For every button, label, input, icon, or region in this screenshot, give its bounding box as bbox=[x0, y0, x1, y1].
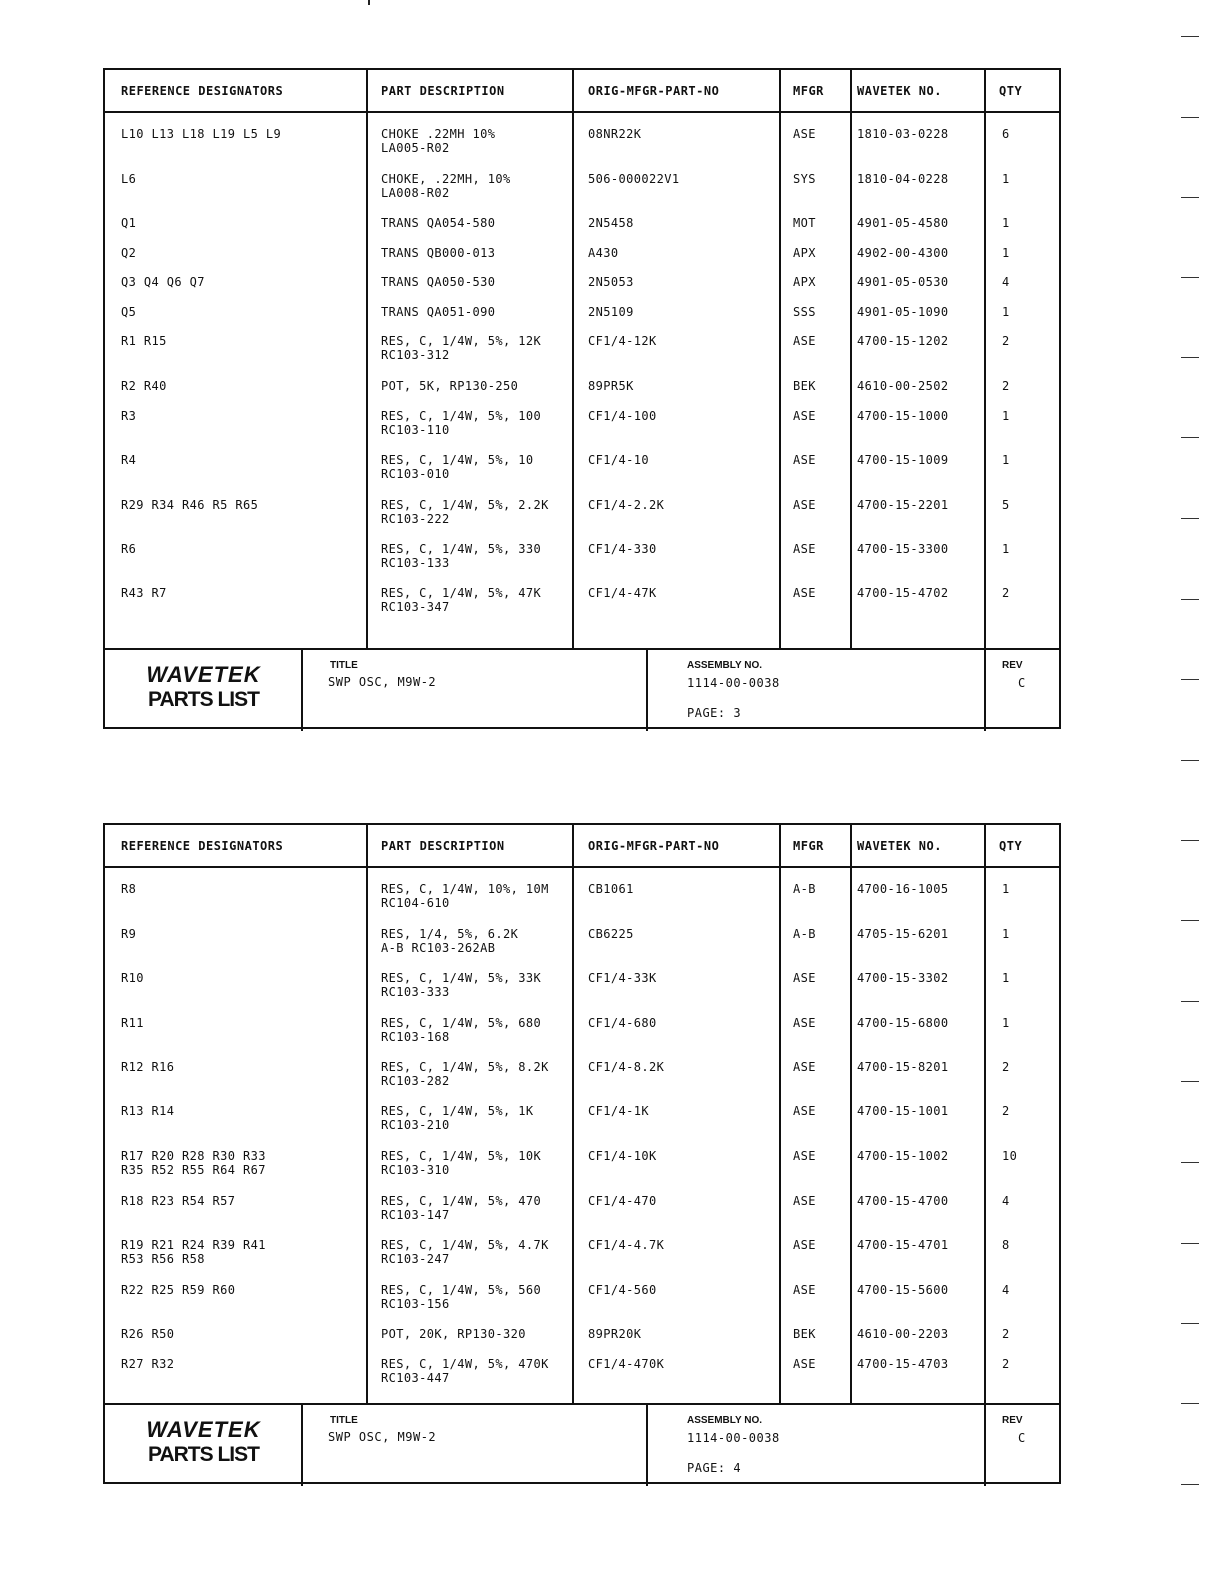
reference-designators-line: R22 R25 R59 R60 bbox=[121, 1283, 236, 1297]
rev-label: REV bbox=[1002, 660, 1023, 671]
reference-designators-line: R29 R34 R46 R5 R65 bbox=[121, 498, 259, 512]
part-description-line: RES, C, 1/4W, 5%, 1K bbox=[381, 1104, 534, 1118]
title-block-divider bbox=[301, 650, 303, 731]
reference-designators-line: Q5 bbox=[121, 305, 137, 319]
reference-designators-line: Q2 bbox=[121, 246, 137, 260]
part-description-cell bbox=[381, 409, 541, 437]
part-description-line: RES, C, 1/4W, 5%, 560 bbox=[381, 1283, 542, 1297]
reference-designators-cell bbox=[121, 275, 205, 289]
reference-designators-line: R3 bbox=[121, 409, 137, 423]
wavetek-no-cell: 4901-05-0530 bbox=[857, 275, 949, 289]
mfgr-cell: ASE bbox=[793, 1104, 816, 1118]
page-number: PAGE: 3 bbox=[687, 706, 742, 720]
part-description-cell bbox=[381, 1060, 549, 1088]
reference-designators-line: R4 bbox=[121, 453, 137, 467]
wavetek-no-cell: 4700-15-4700 bbox=[857, 1194, 949, 1208]
reference-designators-cell bbox=[121, 127, 281, 141]
qty-cell: 2 bbox=[1002, 586, 1010, 600]
qty-cell: 2 bbox=[1002, 1327, 1010, 1341]
logo-brand: WAVETEK bbox=[146, 662, 261, 687]
part-description-line: POT, 5K, RP130-250 bbox=[381, 379, 519, 393]
logo-subtitle: PARTS LIST bbox=[148, 688, 259, 711]
part-description-line: CHOKE, .22MH, 10% bbox=[381, 172, 511, 186]
qty-cell: 1 bbox=[1002, 409, 1010, 423]
mfgr-cell: A-B bbox=[793, 927, 816, 941]
reference-designators-cell bbox=[121, 1327, 174, 1341]
reference-designators-cell bbox=[121, 1104, 174, 1118]
part-description-line: RES, C, 1/4W, 5%, 10K bbox=[381, 1149, 542, 1163]
edge-tick-mark bbox=[1181, 1081, 1199, 1082]
assembly-number: 1114-00-0038 bbox=[687, 676, 780, 690]
reference-designators-cell bbox=[121, 409, 136, 423]
wavetek-no-cell: 4700-15-4703 bbox=[857, 1357, 949, 1371]
part-description-line: RES, 1/4, 5%, 6.2K bbox=[381, 927, 519, 941]
mfgr-cell: ASE bbox=[793, 1016, 816, 1030]
reference-designators-line: R11 bbox=[121, 1016, 144, 1030]
reference-designators-line: R53 R56 R58 bbox=[121, 1252, 205, 1266]
qty-cell: 1 bbox=[1002, 1016, 1010, 1030]
reference-designators-line: R13 R14 bbox=[121, 1104, 175, 1118]
reference-designators-cell bbox=[121, 379, 167, 393]
reference-designators-cell bbox=[121, 172, 136, 186]
reference-designators-line: R1 R15 bbox=[121, 334, 167, 348]
logo-brand: WAVETEK bbox=[146, 1417, 261, 1442]
edge-tick-mark bbox=[1181, 117, 1199, 118]
qty-cell: 8 bbox=[1002, 1238, 1010, 1252]
reference-designators-line: R18 R23 R54 R57 bbox=[121, 1194, 236, 1208]
wavetek-no-cell: 4700-15-1002 bbox=[857, 1149, 949, 1163]
qty-cell: 10 bbox=[1002, 1149, 1018, 1163]
reference-designators-cell bbox=[121, 1149, 266, 1177]
mfgr-cell: ASE bbox=[793, 1060, 816, 1074]
orig-mfgr-part-no-cell: 89PR5K bbox=[588, 379, 634, 393]
part-description-line: RC103-133 bbox=[381, 556, 450, 570]
orig-mfgr-part-no-cell: CF1/4-1K bbox=[588, 1104, 649, 1118]
header-qty: QTY bbox=[999, 84, 1023, 98]
assembly-number: 1114-00-0038 bbox=[687, 1431, 780, 1445]
part-description-cell bbox=[381, 1357, 549, 1385]
part-description-line: RES, C, 1/4W, 5%, 2.2K bbox=[381, 498, 549, 512]
qty-cell: 1 bbox=[1002, 453, 1010, 467]
orig-mfgr-part-no-cell: 08NR22K bbox=[588, 127, 642, 141]
title-block bbox=[105, 648, 1059, 731]
mfgr-cell: ASE bbox=[793, 1194, 816, 1208]
edge-tick-mark bbox=[1181, 1243, 1199, 1244]
mfgr-cell: SSS bbox=[793, 305, 816, 319]
part-description-cell bbox=[381, 1016, 541, 1044]
column-divider bbox=[984, 825, 987, 1405]
mfgr-cell: ASE bbox=[793, 1238, 816, 1252]
column-header-row bbox=[105, 70, 1059, 113]
title-block-divider bbox=[984, 1405, 986, 1486]
part-description-cell bbox=[381, 1283, 541, 1311]
parts-list-sheet-page-3 bbox=[103, 68, 1061, 729]
orig-mfgr-part-no-cell: CF1/4-47K bbox=[588, 586, 657, 600]
part-description-line: TRANS QA050-530 bbox=[381, 275, 496, 289]
wavetek-no-cell: 4700-15-1202 bbox=[857, 334, 949, 348]
mfgr-cell: ASE bbox=[793, 1283, 816, 1297]
orig-mfgr-part-no-cell: 2N5109 bbox=[588, 305, 634, 319]
column-divider bbox=[366, 825, 369, 1405]
mfgr-cell: ASE bbox=[793, 453, 816, 467]
orig-mfgr-part-no-cell: CF1/4-100 bbox=[588, 409, 657, 423]
orig-mfgr-part-no-cell: CF1/4-8.2K bbox=[588, 1060, 665, 1074]
title-label: TITLE bbox=[330, 660, 358, 671]
title-block-divider bbox=[984, 650, 986, 731]
wavetek-no-cell: 4700-16-1005 bbox=[857, 882, 949, 896]
column-divider bbox=[366, 70, 369, 650]
wavetek-no-cell: 4700-15-6800 bbox=[857, 1016, 949, 1030]
reference-designators-cell bbox=[121, 1357, 174, 1371]
mfgr-cell: ASE bbox=[793, 971, 816, 985]
part-description-cell bbox=[381, 542, 541, 570]
part-description-cell bbox=[381, 334, 541, 362]
wavetek-no-cell: 4705-15-6201 bbox=[857, 927, 949, 941]
header-reference-designators: REFERENCE DESIGNATORS bbox=[121, 839, 284, 853]
header-part-description: PART DESCRIPTION bbox=[381, 839, 505, 853]
header-part-description: PART DESCRIPTION bbox=[381, 84, 505, 98]
part-description-line: RC103-447 bbox=[381, 1371, 450, 1385]
qty-cell: 2 bbox=[1002, 1104, 1010, 1118]
wavetek-no-cell: 4700-15-3302 bbox=[857, 971, 949, 985]
qty-cell: 2 bbox=[1002, 1357, 1010, 1371]
reference-designators-cell bbox=[121, 542, 136, 556]
reference-designators-line: R43 R7 bbox=[121, 586, 167, 600]
wavetek-logo bbox=[105, 1405, 302, 1486]
part-description-line: RC103-247 bbox=[381, 1252, 450, 1266]
reference-designators-line: Q1 bbox=[121, 216, 137, 230]
reference-designators-cell bbox=[121, 971, 144, 985]
column-divider bbox=[572, 825, 575, 1405]
qty-cell: 1 bbox=[1002, 882, 1010, 896]
reference-designators-line: R8 bbox=[121, 882, 137, 896]
part-description-line: RES, C, 1/4W, 5%, 47K bbox=[381, 586, 542, 600]
qty-cell: 2 bbox=[1002, 1060, 1010, 1074]
reference-designators-line: R19 R21 R24 R39 R41 bbox=[121, 1238, 266, 1252]
orig-mfgr-part-no-cell: 506-000022V1 bbox=[588, 172, 680, 186]
part-description-line: RES, C, 1/4W, 10%, 10M bbox=[381, 882, 549, 896]
assembly-label: ASSEMBLY NO. bbox=[687, 660, 763, 671]
part-description-line: RES, C, 1/4W, 5%, 8.2K bbox=[381, 1060, 549, 1074]
page-number: PAGE: 4 bbox=[687, 1461, 742, 1475]
mfgr-cell: ASE bbox=[793, 127, 816, 141]
reference-designators-line: R2 R40 bbox=[121, 379, 167, 393]
part-description-line: RC103-168 bbox=[381, 1030, 450, 1044]
reference-designators-cell bbox=[121, 1194, 235, 1208]
header-qty: QTY bbox=[999, 839, 1023, 853]
part-description-line: RES, C, 1/4W, 5%, 4.7K bbox=[381, 1238, 549, 1252]
mfgr-cell: BEK bbox=[793, 379, 816, 393]
wavetek-no-cell: 4700-15-4702 bbox=[857, 586, 949, 600]
mfgr-cell: ASE bbox=[793, 1357, 816, 1371]
reference-designators-cell bbox=[121, 1016, 144, 1030]
mfgr-cell: ASE bbox=[793, 498, 816, 512]
wavetek-no-cell: 1810-03-0228 bbox=[857, 127, 949, 141]
wavetek-no-cell: 4700-15-2201 bbox=[857, 498, 949, 512]
title-block-divider bbox=[646, 1405, 648, 1486]
part-description-cell bbox=[381, 498, 549, 526]
title-block-divider bbox=[646, 650, 648, 731]
header-orig-mfgr-part-no: ORIG-MFGR-PART-NO bbox=[588, 839, 720, 853]
part-description-line: LA008-R02 bbox=[381, 186, 450, 200]
qty-cell: 1 bbox=[1002, 172, 1010, 186]
reference-designators-cell bbox=[121, 1283, 235, 1297]
orig-mfgr-part-no-cell: CF1/4-330 bbox=[588, 542, 657, 556]
part-description-line: RES, C, 1/4W, 5%, 680 bbox=[381, 1016, 542, 1030]
part-description-line: RC103-312 bbox=[381, 348, 450, 362]
header-mfgr: MFGR bbox=[793, 84, 824, 98]
wavetek-no-cell: 4902-00-4300 bbox=[857, 246, 949, 260]
title-label: TITLE bbox=[330, 1415, 358, 1426]
edge-tick-mark bbox=[1181, 197, 1199, 198]
rev-label: REV bbox=[1002, 1415, 1023, 1426]
part-description-cell bbox=[381, 882, 549, 910]
part-description-line: RES, C, 1/4W, 5%, 100 bbox=[381, 409, 542, 423]
orig-mfgr-part-no-cell: 2N5458 bbox=[588, 216, 634, 230]
part-description-cell bbox=[381, 127, 495, 155]
part-description-line: RES, C, 1/4W, 5%, 470 bbox=[381, 1194, 542, 1208]
qty-cell: 1 bbox=[1002, 216, 1010, 230]
orig-mfgr-part-no-cell: CB6225 bbox=[588, 927, 634, 941]
orig-mfgr-part-no-cell: CF1/4-12K bbox=[588, 334, 657, 348]
wavetek-no-cell: 4700-15-8201 bbox=[857, 1060, 949, 1074]
qty-cell: 1 bbox=[1002, 971, 1010, 985]
orig-mfgr-part-no-cell: CF1/4-560 bbox=[588, 1283, 657, 1297]
wavetek-no-cell: 4610-00-2502 bbox=[857, 379, 949, 393]
part-description-cell bbox=[381, 927, 518, 955]
part-description-cell bbox=[381, 275, 495, 289]
orig-mfgr-part-no-cell: 89PR20K bbox=[588, 1327, 642, 1341]
wavetek-no-cell: 4700-15-5600 bbox=[857, 1283, 949, 1297]
part-description-cell bbox=[381, 1327, 526, 1341]
part-description-line: POT, 20K, RP130-320 bbox=[381, 1327, 526, 1341]
column-header-row bbox=[105, 825, 1059, 868]
orig-mfgr-part-no-cell: CF1/4-4.7K bbox=[588, 1238, 665, 1252]
title-block bbox=[105, 1403, 1059, 1486]
mfgr-cell: ASE bbox=[793, 586, 816, 600]
scan-speck bbox=[368, 0, 370, 5]
column-divider bbox=[850, 825, 853, 1405]
edge-tick-mark bbox=[1181, 1323, 1199, 1324]
qty-cell: 4 bbox=[1002, 1283, 1010, 1297]
part-description-line: TRANS QA051-090 bbox=[381, 305, 496, 319]
reference-designators-cell bbox=[121, 246, 136, 260]
part-description-cell bbox=[381, 172, 511, 200]
reference-designators-line: R10 bbox=[121, 971, 144, 985]
column-divider bbox=[850, 70, 853, 650]
qty-cell: 2 bbox=[1002, 334, 1010, 348]
qty-cell: 1 bbox=[1002, 542, 1010, 556]
title-value: SWP OSC, M9W-2 bbox=[328, 1430, 437, 1444]
part-description-line: RC103-210 bbox=[381, 1118, 450, 1132]
part-description-line: RC103-282 bbox=[381, 1074, 450, 1088]
qty-cell: 1 bbox=[1002, 305, 1010, 319]
orig-mfgr-part-no-cell: A430 bbox=[588, 246, 619, 260]
mfgr-cell: MOT bbox=[793, 216, 816, 230]
part-description-line: RES, C, 1/4W, 5%, 33K bbox=[381, 971, 542, 985]
mfgr-cell: ASE bbox=[793, 1149, 816, 1163]
reference-designators-cell bbox=[121, 927, 136, 941]
reference-designators-line: R35 R52 R55 R64 R67 bbox=[121, 1163, 266, 1177]
reference-designators-cell bbox=[121, 1060, 174, 1074]
orig-mfgr-part-no-cell: CF1/4-470K bbox=[588, 1357, 665, 1371]
part-description-cell bbox=[381, 379, 518, 393]
part-description-line: RC103-010 bbox=[381, 467, 450, 481]
part-description-line: RES, C, 1/4W, 5%, 470K bbox=[381, 1357, 549, 1371]
wavetek-no-cell: 4700-15-4701 bbox=[857, 1238, 949, 1252]
assembly-label: ASSEMBLY NO. bbox=[687, 1415, 763, 1426]
column-divider bbox=[779, 825, 782, 1405]
wavetek-no-cell: 4700-15-1001 bbox=[857, 1104, 949, 1118]
reference-designators-cell bbox=[121, 305, 136, 319]
part-description-line: RES, C, 1/4W, 5%, 330 bbox=[381, 542, 542, 556]
part-description-line: TRANS QB000-013 bbox=[381, 246, 496, 260]
part-description-line: RC103-147 bbox=[381, 1208, 450, 1222]
part-description-line: RC103-333 bbox=[381, 985, 450, 999]
qty-cell: 2 bbox=[1002, 379, 1010, 393]
rev-value: C bbox=[1018, 676, 1026, 690]
qty-cell: 5 bbox=[1002, 498, 1010, 512]
edge-tick-mark bbox=[1181, 1001, 1199, 1002]
wavetek-no-cell: 1810-04-0228 bbox=[857, 172, 949, 186]
column-divider bbox=[779, 70, 782, 650]
reference-designators-cell bbox=[121, 882, 136, 896]
mfgr-cell: A-B bbox=[793, 882, 816, 896]
reference-designators-line: R26 R50 bbox=[121, 1327, 175, 1341]
part-description-line: RC103-156 bbox=[381, 1297, 450, 1311]
column-divider bbox=[572, 70, 575, 650]
orig-mfgr-part-no-cell: CB1061 bbox=[588, 882, 634, 896]
part-description-line: RC103-310 bbox=[381, 1163, 450, 1177]
part-description-line: RC103-347 bbox=[381, 600, 450, 614]
reference-designators-line: Q3 Q4 Q6 Q7 bbox=[121, 275, 205, 289]
reference-designators-line: R27 R32 bbox=[121, 1357, 175, 1371]
edge-tick-mark bbox=[1181, 277, 1199, 278]
edge-tick-mark bbox=[1181, 1403, 1199, 1404]
edge-tick-mark bbox=[1181, 518, 1199, 519]
orig-mfgr-part-no-cell: CF1/4-33K bbox=[588, 971, 657, 985]
reference-designators-line: R9 bbox=[121, 927, 137, 941]
edge-tick-mark bbox=[1181, 437, 1199, 438]
qty-cell: 4 bbox=[1002, 275, 1010, 289]
reference-designators-line: L6 bbox=[121, 172, 137, 186]
edge-tick-mark bbox=[1181, 920, 1199, 921]
part-description-cell bbox=[381, 453, 534, 481]
reference-designators-line: R6 bbox=[121, 542, 137, 556]
part-description-line: RC104-610 bbox=[381, 896, 450, 910]
title-block-divider bbox=[301, 1405, 303, 1486]
reference-designators-cell bbox=[121, 216, 136, 230]
mfgr-cell: SYS bbox=[793, 172, 816, 186]
edge-tick-mark bbox=[1181, 840, 1199, 841]
orig-mfgr-part-no-cell: CF1/4-10K bbox=[588, 1149, 657, 1163]
column-divider bbox=[984, 70, 987, 650]
mfgr-cell: APX bbox=[793, 275, 816, 289]
reference-designators-cell bbox=[121, 453, 136, 467]
header-wavetek-no: WAVETEK NO. bbox=[857, 84, 942, 98]
qty-cell: 4 bbox=[1002, 1194, 1010, 1208]
reference-designators-cell bbox=[121, 498, 258, 512]
edge-tick-mark bbox=[1181, 760, 1199, 761]
wavetek-no-cell: 4901-05-1090 bbox=[857, 305, 949, 319]
part-description-cell bbox=[381, 305, 495, 319]
qty-cell: 6 bbox=[1002, 127, 1010, 141]
part-description-cell bbox=[381, 1149, 541, 1177]
part-description-line: A-B RC103-262AB bbox=[381, 941, 496, 955]
mfgr-cell: ASE bbox=[793, 542, 816, 556]
edge-tick-mark bbox=[1181, 1484, 1199, 1485]
part-description-line: RC103-110 bbox=[381, 423, 450, 437]
reference-designators-line: R12 R16 bbox=[121, 1060, 175, 1074]
part-description-cell bbox=[381, 216, 495, 230]
header-orig-mfgr-part-no: ORIG-MFGR-PART-NO bbox=[588, 84, 720, 98]
part-description-line: CHOKE .22MH 10% bbox=[381, 127, 496, 141]
orig-mfgr-part-no-cell: CF1/4-680 bbox=[588, 1016, 657, 1030]
part-description-cell bbox=[381, 1194, 541, 1222]
edge-tick-mark bbox=[1181, 1162, 1199, 1163]
title-value: SWP OSC, M9W-2 bbox=[328, 675, 437, 689]
part-description-line: LA005-R02 bbox=[381, 141, 450, 155]
orig-mfgr-part-no-cell: CF1/4-2.2K bbox=[588, 498, 665, 512]
reference-designators-cell bbox=[121, 586, 167, 600]
header-reference-designators: REFERENCE DESIGNATORS bbox=[121, 84, 284, 98]
rev-value: C bbox=[1018, 1431, 1026, 1445]
wavetek-no-cell: 4610-00-2203 bbox=[857, 1327, 949, 1341]
part-description-line: TRANS QA054-580 bbox=[381, 216, 496, 230]
wavetek-logo bbox=[105, 650, 302, 731]
mfgr-cell: APX bbox=[793, 246, 816, 260]
part-description-cell bbox=[381, 971, 541, 999]
qty-cell: 1 bbox=[1002, 246, 1010, 260]
reference-designators-cell bbox=[121, 1238, 266, 1266]
edge-tick-mark bbox=[1181, 36, 1199, 37]
edge-tick-mark bbox=[1181, 357, 1199, 358]
wavetek-no-cell: 4700-15-1009 bbox=[857, 453, 949, 467]
orig-mfgr-part-no-cell: CF1/4-470 bbox=[588, 1194, 657, 1208]
wavetek-no-cell: 4901-05-4580 bbox=[857, 216, 949, 230]
logo-subtitle: PARTS LIST bbox=[148, 1443, 259, 1466]
header-wavetek-no: WAVETEK NO. bbox=[857, 839, 942, 853]
part-description-cell bbox=[381, 586, 541, 614]
part-description-cell bbox=[381, 1238, 549, 1266]
part-description-cell bbox=[381, 1104, 534, 1132]
reference-designators-cell bbox=[121, 334, 167, 348]
qty-cell: 1 bbox=[1002, 927, 1010, 941]
part-description-line: RC103-222 bbox=[381, 512, 450, 526]
orig-mfgr-part-no-cell: 2N5053 bbox=[588, 275, 634, 289]
orig-mfgr-part-no-cell: CF1/4-10 bbox=[588, 453, 649, 467]
part-description-line: RES, C, 1/4W, 5%, 12K bbox=[381, 334, 542, 348]
edge-tick-mark bbox=[1181, 679, 1199, 680]
wavetek-no-cell: 4700-15-1000 bbox=[857, 409, 949, 423]
edge-tick-mark bbox=[1181, 599, 1199, 600]
wavetek-no-cell: 4700-15-3300 bbox=[857, 542, 949, 556]
mfgr-cell: ASE bbox=[793, 409, 816, 423]
header-mfgr: MFGR bbox=[793, 839, 824, 853]
part-description-cell bbox=[381, 246, 495, 260]
mfgr-cell: ASE bbox=[793, 334, 816, 348]
reference-designators-line: L10 L13 L18 L19 L5 L9 bbox=[121, 127, 282, 141]
part-description-line: RES, C, 1/4W, 5%, 10 bbox=[381, 453, 534, 467]
reference-designators-line: R17 R20 R28 R30 R33 bbox=[121, 1149, 266, 1163]
parts-list-sheet-page-4 bbox=[103, 823, 1061, 1484]
mfgr-cell: BEK bbox=[793, 1327, 816, 1341]
